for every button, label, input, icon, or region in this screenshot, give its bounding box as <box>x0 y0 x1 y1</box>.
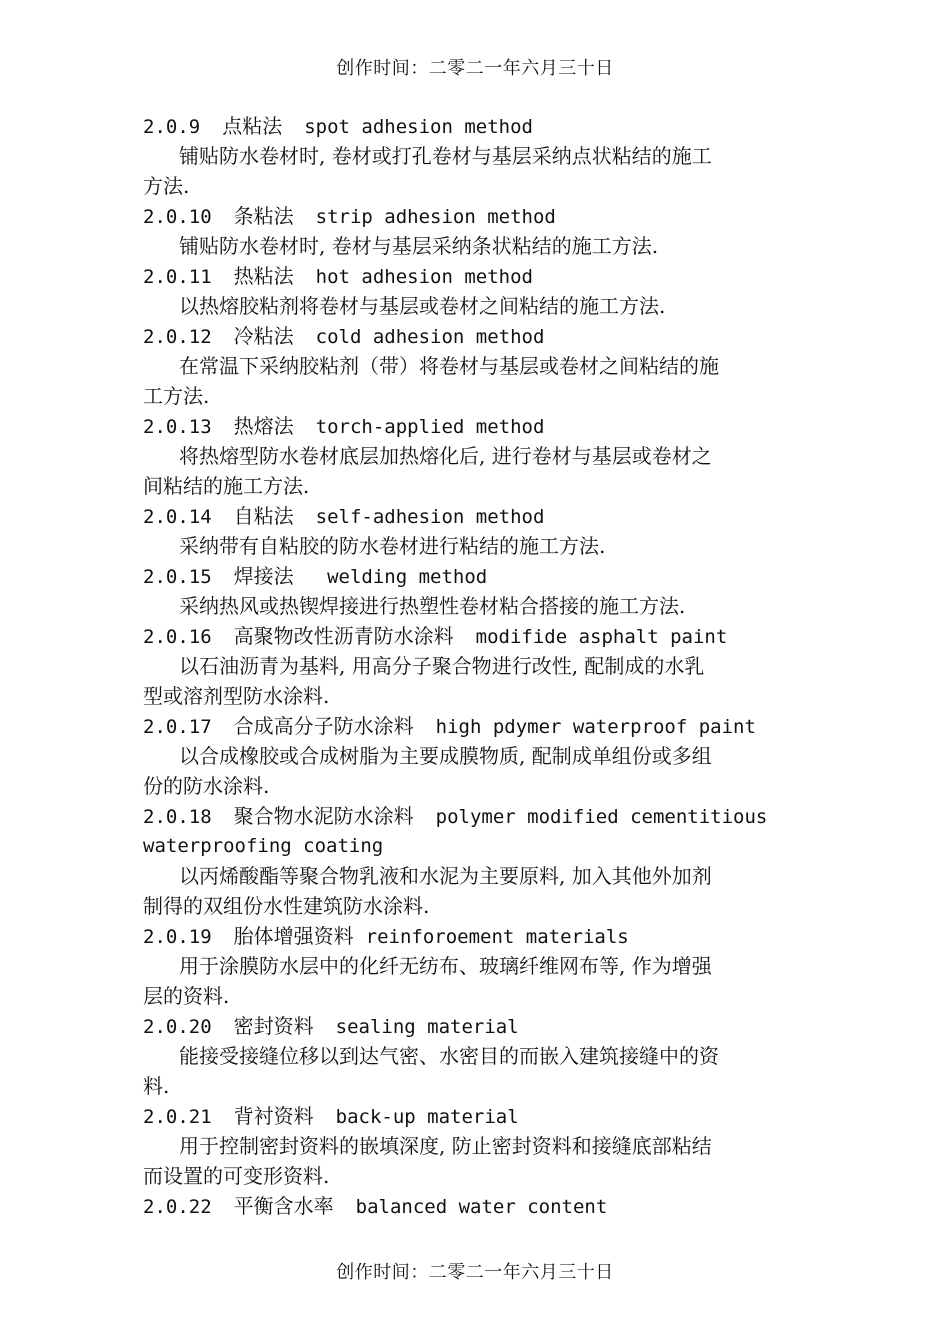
definition-line: 用于涂膜防水层中的化纤无纺布、玻璃纤维网布等, 作为增强 <box>179 954 712 978</box>
term-english: hot adhesion method <box>315 266 533 288</box>
term-english: polymer modified cementitious <box>435 806 768 828</box>
term-number: 2.0.11 <box>143 266 212 288</box>
term-english: spot adhesion method <box>304 116 533 138</box>
term-number: 2.0.10 <box>143 206 212 228</box>
definition-line: 用于控制密封资料的嵌填深度, 防止密封资料和接缝底部粘结 <box>179 1134 712 1158</box>
term-chinese: 平衡含水率 <box>233 1194 334 1218</box>
definition-line: 铺贴防水卷材时, 卷材与基层采纳条状粘结的施工方法. <box>179 234 659 258</box>
term-2-0-10 <box>143 201 823 231</box>
term-2-0-19 <box>143 921 823 951</box>
term-chinese: 背衬资料 <box>233 1104 314 1128</box>
term-chinese: 点粘法 <box>222 114 283 138</box>
definition-line: 铺贴防水卷材时, 卷材或打孔卷材与基层采纳点状粘结的施工 <box>179 144 712 168</box>
document-body <box>143 111 823 1221</box>
term-2-0-17 <box>143 711 823 741</box>
term-2-0-22 <box>143 1191 823 1221</box>
definition-line: 工方法. <box>143 384 210 408</box>
definition-line: 层的资料. <box>143 984 230 1008</box>
term-2-0-11 <box>143 261 823 291</box>
term-number: 2.0.16 <box>143 626 212 648</box>
term-english: sealing material <box>335 1016 519 1038</box>
term-english: back-up material <box>335 1106 519 1128</box>
term-english: torch-applied method <box>315 416 545 438</box>
term-number: 2.0.18 <box>143 806 212 828</box>
term-chinese: 热熔法 <box>233 414 294 438</box>
term-chinese: 聚合物水泥防水涂料 <box>233 804 414 828</box>
term-english-continued: waterproofing coating <box>143 835 384 857</box>
definition-line: 以丙烯酸酯等聚合物乳液和水泥为主要原料, 加入其他外加剂 <box>179 864 712 888</box>
definition-line: 制得的双组份水性建筑防水涂料. <box>143 894 430 918</box>
term-chinese: 密封资料 <box>233 1014 314 1038</box>
definition-line: 方法. <box>143 174 190 198</box>
definition-line: 料. <box>143 1074 170 1098</box>
term-2-0-13 <box>143 411 823 441</box>
term-chinese: 自粘法 <box>233 504 294 528</box>
term-number: 2.0.22 <box>143 1196 212 1218</box>
term-number: 2.0.15 <box>143 566 212 588</box>
definition-line: 采纳带有自粘胶的防水卷材进行粘结的施工方法. <box>179 534 606 558</box>
definition-line: 以合成橡胶或合成树脂为主要成膜物质, 配制成单组份或多组 <box>179 744 712 768</box>
definition-line: 将热熔型防水卷材底层加热熔化后, 进行卷材与基层或卷材之 <box>179 444 712 468</box>
definition-line: 能接受接缝位移以到达气密、水密目的而嵌入建筑接缝中的资 <box>179 1044 719 1068</box>
term-english: cold adhesion method <box>315 326 545 348</box>
definition-line: 在常温下采纳胶粘剂（带）将卷材与基层或卷材之间粘结的施 <box>179 354 719 378</box>
term-number: 2.0.21 <box>143 1106 212 1128</box>
term-2-0-21 <box>143 1101 823 1131</box>
term-english: strip adhesion method <box>315 206 556 228</box>
term-chinese: 高聚物改性沥青防水涂料 <box>233 624 454 648</box>
term-english: balanced water content <box>355 1196 608 1218</box>
page-footer: 创作时间：二零二一年六月三十日 <box>336 1262 614 1283</box>
term-english: welding method <box>315 566 488 588</box>
term-number: 2.0.12 <box>143 326 212 348</box>
term-english: modifide asphalt paint <box>475 626 728 648</box>
term-chinese: 合成高分子防水涂料 <box>233 714 414 738</box>
term-2-0-9 <box>143 111 823 141</box>
term-chinese: 胎体增强资料 <box>233 924 354 948</box>
definition-line: 而设置的可变形资料. <box>143 1164 330 1188</box>
term-number: 2.0.17 <box>143 716 212 738</box>
term-2-0-20 <box>143 1011 823 1041</box>
term-english: high pdymer waterproof paint <box>435 716 756 738</box>
term-chinese: 热粘法 <box>233 264 294 288</box>
term-2-0-16 <box>143 621 823 651</box>
term-chinese: 冷粘法 <box>233 324 294 348</box>
term-2-0-18 <box>143 801 823 831</box>
definition-line: 份的防水涂料. <box>143 774 270 798</box>
term-chinese: 条粘法 <box>233 204 294 228</box>
term-english: reinforoement materials <box>365 926 629 948</box>
term-chinese: 焊接法 <box>233 564 294 588</box>
term-english: self-adhesion method <box>315 506 545 528</box>
term-2-0-15 <box>143 561 823 591</box>
term-2-0-14 <box>143 501 823 531</box>
definition-line: 以热熔胶粘剂将卷材与基层或卷材之间粘结的施工方法. <box>179 294 666 318</box>
definition-line: 采纳热风或热锲焊接进行热塑性卷材粘合搭接的施工方法. <box>179 594 686 618</box>
page-header: 创作时间：二零二一年六月三十日 <box>336 58 614 79</box>
term-number: 2.0.14 <box>143 506 212 528</box>
term-number: 2.0.13 <box>143 416 212 438</box>
term-number: 2.0.9 <box>143 116 201 138</box>
term-2-0-12 <box>143 321 823 351</box>
definition-line: 间粘结的施工方法. <box>143 474 310 498</box>
definition-line: 以石油沥青为基料, 用高分子聚合物进行改性, 配制成的水乳 <box>179 654 705 678</box>
term-number: 2.0.19 <box>143 926 212 948</box>
definition-line: 型或溶剂型防水涂料. <box>143 684 330 708</box>
term-number: 2.0.20 <box>143 1016 212 1038</box>
